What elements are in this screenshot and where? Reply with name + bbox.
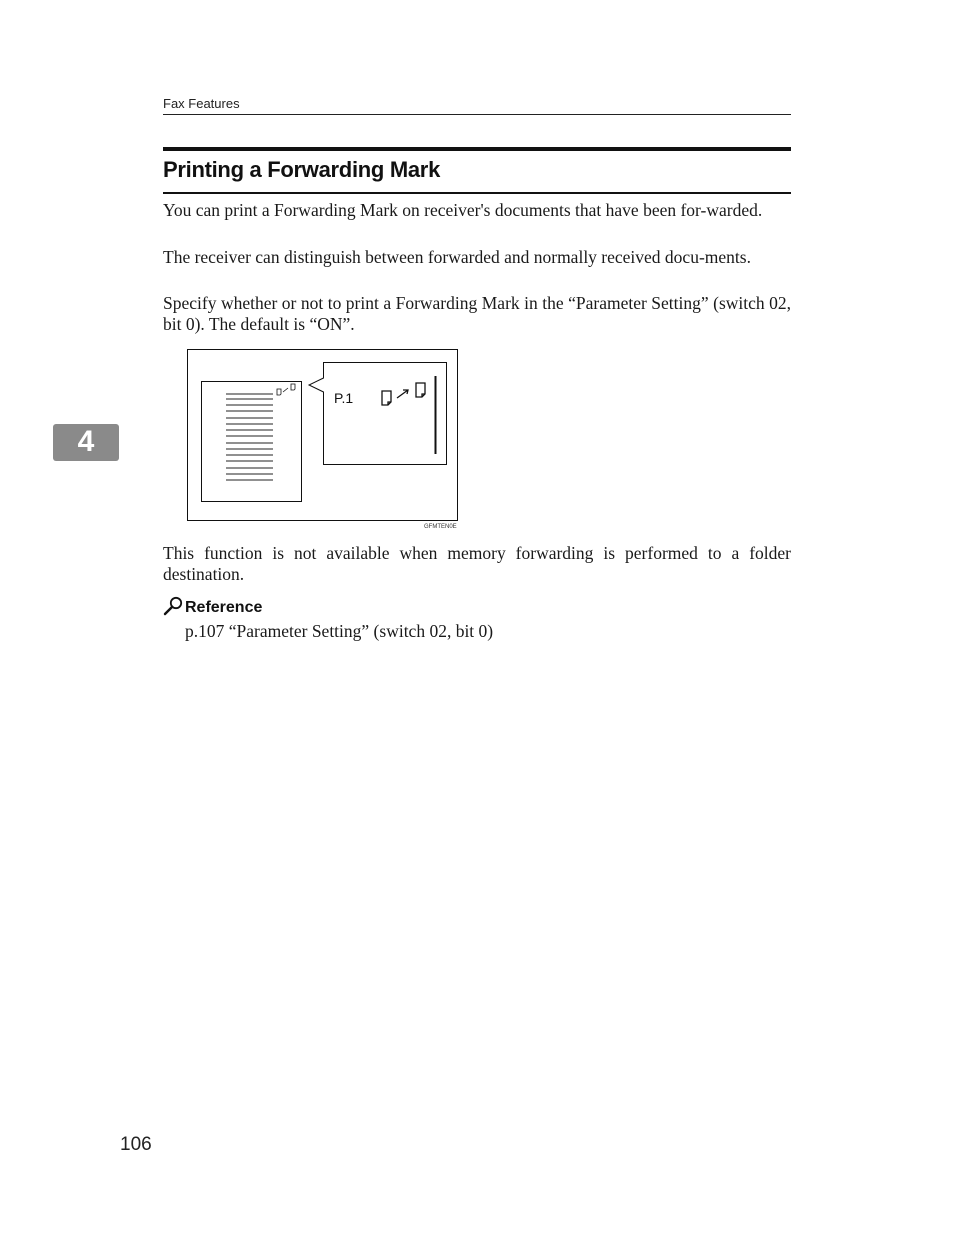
running-header: Fax Features <box>163 96 240 111</box>
page-number-label: P.1 <box>334 390 354 406</box>
chapter-number: 4 <box>77 425 95 458</box>
title-bottom-rule <box>163 192 791 194</box>
forwarding-mark-illustration <box>186 348 460 534</box>
figure-code-label: GFMTEN0E <box>424 524 457 530</box>
page-number: 106 <box>120 1134 152 1155</box>
header-divider <box>163 114 791 115</box>
reference-link[interactable]: p.107 “Parameter Setting” (switch 02, bit 0) <box>185 621 494 641</box>
reference-label: Reference <box>185 599 263 616</box>
received-document-icon <box>202 382 302 502</box>
chapter-tab <box>53 424 119 461</box>
paragraph-parameter: Specify whether or not to print a Forwarding Mark in the “Parameter Setting” (switch 02, bit 0). The default is “ON”. <box>163 293 791 334</box>
title-top-rule <box>163 147 791 151</box>
paragraph-intro: You can print a Forwarding Mark on receiver's documents that have been for-warded. <box>163 200 763 220</box>
callout-bubble <box>309 363 447 465</box>
section-title: Printing a Forwarding Mark <box>163 157 441 182</box>
paragraph-distinguish: The receiver can distinguish between forwarded and normally received docu-ments. <box>163 247 751 267</box>
magnifier-icon <box>163 596 185 616</box>
paragraph-limitation: This function is not available when memory forwarding is performed to a folder destination. <box>163 543 791 584</box>
